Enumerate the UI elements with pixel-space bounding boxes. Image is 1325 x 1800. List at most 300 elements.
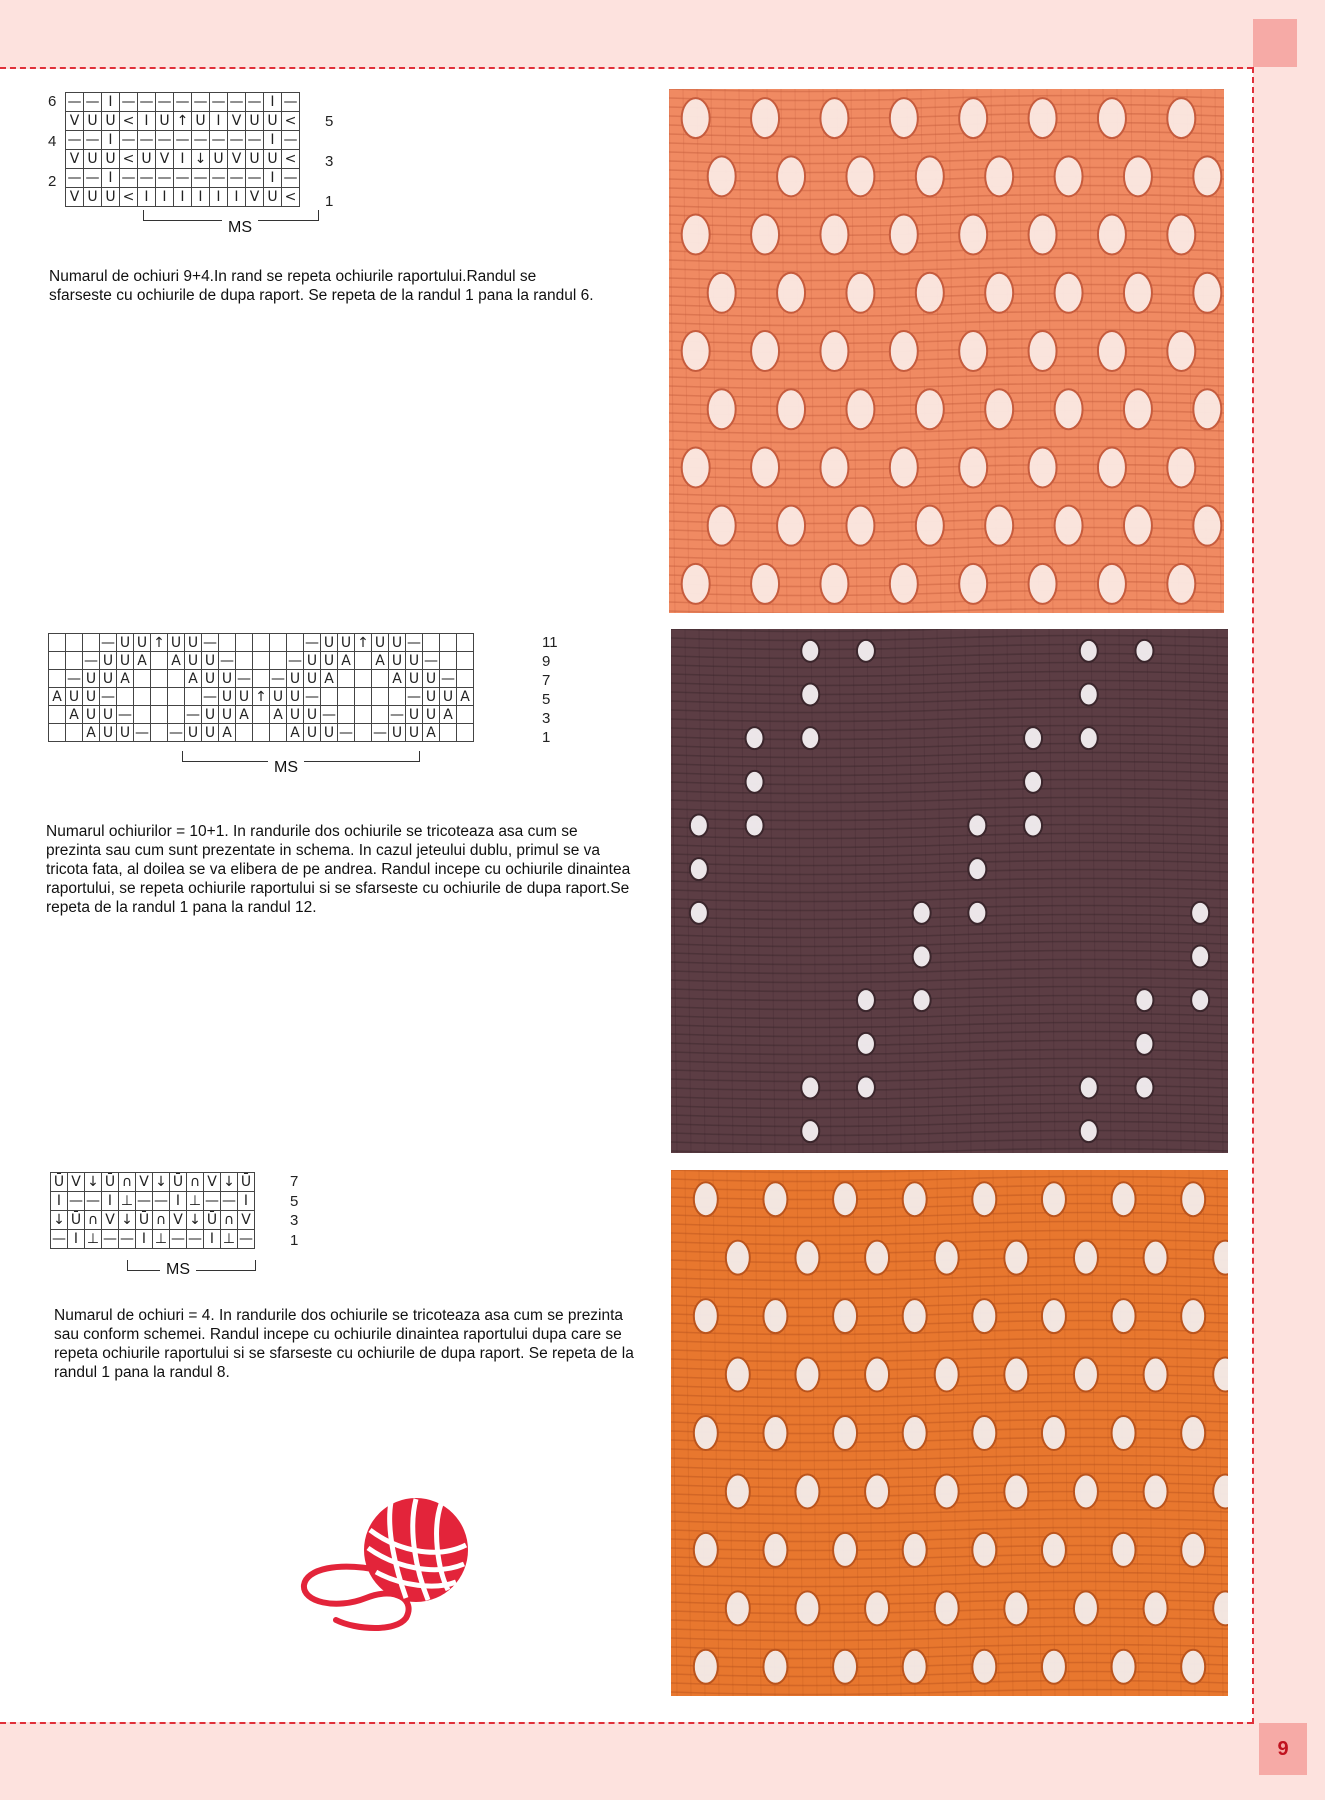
chart-cell: A bbox=[236, 706, 253, 724]
chart-cell: — bbox=[171, 1231, 185, 1247]
chart-cell: < bbox=[282, 112, 300, 131]
top-dashed-border bbox=[0, 67, 1253, 69]
chart-cell bbox=[355, 706, 372, 724]
chart-cell: A bbox=[83, 724, 100, 742]
chart-cell bbox=[440, 652, 457, 670]
chart-cell: U bbox=[202, 652, 219, 670]
chart-cell bbox=[185, 688, 202, 706]
chart-cell: ⊥ bbox=[153, 1230, 170, 1249]
chart-cell: — bbox=[103, 1231, 117, 1247]
chart-cell: — bbox=[157, 170, 172, 186]
chart-cell: ↓ bbox=[85, 1173, 102, 1192]
chart-cell: — bbox=[407, 634, 421, 651]
chart-cell bbox=[338, 670, 355, 688]
chart-cell: A bbox=[457, 688, 474, 706]
row-number: 9 bbox=[542, 653, 551, 670]
chart-cell: V bbox=[246, 188, 264, 207]
chart-cell bbox=[253, 670, 270, 688]
chart-cell: U bbox=[138, 150, 156, 169]
chart-cell: U bbox=[102, 150, 120, 169]
chart-cell: U bbox=[102, 188, 120, 207]
chart-cell: — bbox=[85, 94, 100, 110]
chart-row bbox=[49, 652, 474, 670]
chart-cell: — bbox=[229, 170, 244, 186]
chart-cell: A bbox=[134, 652, 151, 670]
chart-cell: — bbox=[211, 132, 226, 148]
chart-cell: U bbox=[83, 706, 100, 724]
row-number: 1 bbox=[325, 193, 334, 210]
chart-cell: A bbox=[219, 724, 236, 742]
row-number: 1 bbox=[290, 1231, 299, 1249]
chart-cell: U bbox=[423, 670, 440, 688]
corner-tab bbox=[1253, 19, 1297, 67]
chart-cell: A bbox=[321, 670, 338, 688]
chart-cell: — bbox=[169, 724, 183, 741]
row-number: 3 bbox=[542, 710, 551, 727]
chart-cell: U bbox=[372, 634, 389, 652]
chart-cell: U bbox=[406, 652, 423, 670]
chart-cell: — bbox=[222, 1193, 236, 1209]
chart-cell: — bbox=[137, 1193, 151, 1209]
chart-cell: U bbox=[202, 706, 219, 724]
chart-cell: ∩ bbox=[85, 1211, 102, 1230]
chart-cell: — bbox=[175, 132, 190, 148]
chart-cell: — bbox=[205, 1193, 219, 1209]
chart-cell: — bbox=[203, 688, 217, 705]
chart-cell bbox=[236, 724, 253, 742]
chart-cell: U bbox=[287, 706, 304, 724]
chart-cell: — bbox=[271, 670, 285, 687]
chart-cell: — bbox=[339, 724, 353, 741]
chart-cell: U bbox=[100, 670, 117, 688]
chart-cell: U bbox=[321, 652, 338, 670]
chart-cell: ⊥ bbox=[119, 1192, 136, 1211]
chart-cell: U bbox=[83, 688, 100, 706]
chart-cell: Ū bbox=[204, 1211, 221, 1230]
chart-cell: — bbox=[118, 706, 132, 723]
chart-cell: U bbox=[304, 706, 321, 724]
pattern-3-description: Numarul de ochiuri = 4. In randurile dos ochiurile se tricoteaza asa cum se prezinta sau conform schemei. Randul incepe cu ochiurile dinaintea raportului dupa care se repeta ochiurile raportului si se sfarseste cu ochiurile de dupa raport. Se repeta de la randul 1 pana la randul 8. bbox=[54, 1307, 634, 1381]
chart-cell: U bbox=[423, 688, 440, 706]
chart-cell: U bbox=[100, 706, 117, 724]
chart-cell: V bbox=[66, 150, 84, 169]
chart-cell: — bbox=[283, 170, 298, 186]
chart-cell bbox=[457, 634, 474, 652]
chart-row bbox=[66, 131, 300, 150]
chart-cell bbox=[355, 724, 372, 742]
chart-cell bbox=[151, 670, 168, 688]
chart-cell: I bbox=[156, 188, 174, 207]
chart-cell bbox=[321, 688, 338, 706]
chart-cell: — bbox=[154, 1193, 168, 1209]
chart-cell: — bbox=[441, 670, 455, 687]
chart-cell: I bbox=[138, 112, 156, 131]
chart-cell: < bbox=[282, 188, 300, 207]
chart-cell: U bbox=[287, 688, 304, 706]
chart-cell bbox=[253, 652, 270, 670]
chart-cell: — bbox=[175, 94, 190, 110]
chart-cell: — bbox=[157, 94, 172, 110]
chart-cell: A bbox=[372, 652, 389, 670]
chart-cell: — bbox=[203, 634, 217, 651]
chart-cell: ∩ bbox=[119, 1173, 136, 1192]
pattern-2-swatch-photo bbox=[671, 629, 1228, 1153]
chart-cell: U bbox=[66, 688, 83, 706]
chart-cell: I bbox=[170, 1192, 187, 1211]
chart-cell bbox=[49, 670, 66, 688]
chart-row bbox=[66, 169, 300, 188]
chart-row bbox=[66, 93, 300, 112]
chart-cell: V bbox=[68, 1173, 85, 1192]
chart-row bbox=[51, 1173, 255, 1192]
chart-cell: U bbox=[202, 724, 219, 742]
chart-cell: I bbox=[102, 169, 120, 188]
chart-cell: ↓ bbox=[153, 1173, 170, 1192]
page-number: 9 bbox=[1259, 1723, 1307, 1775]
chart-cell: U bbox=[219, 670, 236, 688]
chart-cell: A bbox=[117, 670, 134, 688]
chart-cell: Ū bbox=[136, 1211, 153, 1230]
chart-cell bbox=[287, 634, 304, 652]
chart-cell: U bbox=[210, 150, 228, 169]
chart-cell bbox=[355, 688, 372, 706]
chart-cell bbox=[219, 634, 236, 652]
row-number: 3 bbox=[290, 1212, 299, 1229]
chart-cell: U bbox=[102, 112, 120, 131]
chart-cell: V bbox=[228, 150, 246, 169]
row-number: 3 bbox=[325, 153, 334, 170]
chart-cell: Ū bbox=[51, 1173, 68, 1192]
chart-cell: ∩ bbox=[153, 1211, 170, 1230]
chart-cell bbox=[49, 706, 66, 724]
yarn-ball-icon bbox=[296, 1490, 486, 1645]
chart-cell bbox=[253, 634, 270, 652]
chart-cell: — bbox=[67, 170, 82, 186]
chart-cell: I bbox=[264, 131, 282, 150]
chart-cell: I bbox=[238, 1192, 255, 1211]
chart-cell: — bbox=[52, 1231, 66, 1247]
chart-cell bbox=[355, 670, 372, 688]
chart-cell bbox=[236, 652, 253, 670]
chart-cell: ∩ bbox=[187, 1173, 204, 1192]
chart-cell: — bbox=[175, 170, 190, 186]
chart-row bbox=[66, 150, 300, 169]
chart-cell bbox=[457, 670, 474, 688]
chart-cell: U bbox=[192, 112, 210, 131]
chart-cell: ⊥ bbox=[187, 1192, 204, 1211]
chart-cell: U bbox=[168, 634, 185, 652]
chart-cell: — bbox=[186, 706, 200, 723]
chart-cell bbox=[372, 688, 389, 706]
chart-cell: — bbox=[193, 170, 208, 186]
chart-cell: V bbox=[204, 1173, 221, 1192]
chart-cell: — bbox=[193, 94, 208, 110]
chart-row bbox=[66, 112, 300, 131]
chart-cell: — bbox=[139, 94, 154, 110]
chart-cell: — bbox=[69, 1193, 83, 1209]
chart-cell: U bbox=[287, 670, 304, 688]
chart-cell: — bbox=[67, 132, 82, 148]
row-number: 4 bbox=[48, 133, 57, 150]
chart-cell: V bbox=[170, 1211, 187, 1230]
chart-cell: U bbox=[423, 706, 440, 724]
chart-cell bbox=[168, 688, 185, 706]
chart-cell: — bbox=[67, 94, 82, 110]
chart-cell bbox=[440, 634, 457, 652]
chart-cell bbox=[423, 634, 440, 652]
chart-cell: — bbox=[121, 170, 136, 186]
chart-cell: — bbox=[139, 170, 154, 186]
chart-cell: U bbox=[185, 634, 202, 652]
chart-cell: I bbox=[210, 112, 228, 131]
chart-cell bbox=[83, 634, 100, 652]
chart-cell: < bbox=[120, 150, 138, 169]
chart-cell: V bbox=[102, 1211, 119, 1230]
chart-cell: A bbox=[423, 724, 440, 742]
chart-cell: U bbox=[264, 112, 282, 131]
chart-cell: — bbox=[157, 132, 172, 148]
chart-cell: U bbox=[440, 688, 457, 706]
chart-cell: < bbox=[120, 112, 138, 131]
chart-cell: A bbox=[168, 652, 185, 670]
chart-cell: ⊥ bbox=[221, 1230, 238, 1249]
chart-cell bbox=[66, 724, 83, 742]
chart-cell: — bbox=[101, 634, 115, 651]
chart-cell bbox=[66, 652, 83, 670]
chart-cell: U bbox=[236, 688, 253, 706]
chart-cell: ↑ bbox=[355, 634, 372, 652]
chart-cell: U bbox=[338, 634, 355, 652]
chart-cell: U bbox=[84, 150, 102, 169]
chart-cell bbox=[236, 634, 253, 652]
chart-cell: A bbox=[49, 688, 66, 706]
chart-cell: U bbox=[134, 634, 151, 652]
chart-cell: — bbox=[247, 132, 262, 148]
chart-row bbox=[51, 1230, 255, 1249]
chart-cell: U bbox=[406, 706, 423, 724]
chart-cell: I bbox=[102, 131, 120, 150]
chart-cell: ↑ bbox=[174, 112, 192, 131]
chart-cell: U bbox=[264, 150, 282, 169]
row-number: 11 bbox=[542, 634, 558, 651]
chart-cell: I bbox=[174, 188, 192, 207]
chart-cell: I bbox=[102, 1192, 119, 1211]
chart-cell: U bbox=[321, 634, 338, 652]
chart-cell: < bbox=[120, 188, 138, 207]
chart-cell: — bbox=[220, 652, 234, 669]
chart-row bbox=[49, 670, 474, 688]
chart-row bbox=[49, 688, 474, 706]
chart-cell bbox=[151, 724, 168, 742]
chart-cell: U bbox=[117, 634, 134, 652]
row-number: 7 bbox=[290, 1173, 299, 1190]
chart-cell bbox=[389, 688, 406, 706]
chart-cell: V bbox=[156, 150, 174, 169]
chart-cell: A bbox=[440, 706, 457, 724]
chart-cell: I bbox=[174, 150, 192, 169]
chart-cell: U bbox=[156, 112, 174, 131]
chart-cell: — bbox=[373, 724, 387, 741]
chart-cell: — bbox=[229, 94, 244, 110]
chart-cell: — bbox=[120, 1231, 134, 1247]
pattern-1-swatch-photo bbox=[669, 89, 1224, 613]
chart-cell: I bbox=[138, 188, 156, 207]
chart-cell: U bbox=[185, 724, 202, 742]
chart-cell: V bbox=[238, 1211, 255, 1230]
chart-cell: — bbox=[135, 724, 149, 741]
chart-cell bbox=[151, 706, 168, 724]
chart-cell: — bbox=[424, 652, 438, 669]
chart-cell: — bbox=[86, 1193, 100, 1209]
chart-cell: — bbox=[237, 670, 251, 687]
chart-cell: ⊥ bbox=[85, 1230, 102, 1249]
chart-cell: Ū bbox=[238, 1173, 255, 1192]
chart-cell: U bbox=[117, 724, 134, 742]
chart-row bbox=[51, 1192, 255, 1211]
chart-cell: A bbox=[270, 706, 287, 724]
chart-cell bbox=[457, 706, 474, 724]
chart-cell: ↑ bbox=[151, 634, 168, 652]
chart-cell: — bbox=[247, 94, 262, 110]
chart-cell: — bbox=[283, 132, 298, 148]
chart-cell: U bbox=[100, 724, 117, 742]
chart-cell: A bbox=[66, 706, 83, 724]
chart-cell: V bbox=[136, 1173, 153, 1192]
chart-cell: U bbox=[389, 634, 406, 652]
chart-cell: I bbox=[68, 1230, 85, 1249]
chart-cell: U bbox=[117, 652, 134, 670]
chart-cell: U bbox=[246, 150, 264, 169]
chart-cell: I bbox=[210, 188, 228, 207]
chart-cell bbox=[66, 634, 83, 652]
chart-cell bbox=[134, 688, 151, 706]
chart-cell: U bbox=[219, 706, 236, 724]
chart-cell: — bbox=[85, 170, 100, 186]
ms-label: MS bbox=[160, 1262, 196, 1278]
chart-cell: U bbox=[84, 112, 102, 131]
chart-cell: U bbox=[246, 112, 264, 131]
chart-cell: — bbox=[288, 652, 302, 669]
chart-cell bbox=[253, 706, 270, 724]
chart-cell: U bbox=[100, 652, 117, 670]
chart-cell bbox=[440, 724, 457, 742]
chart-cell bbox=[355, 652, 372, 670]
chart-cell: — bbox=[322, 706, 336, 723]
chart-cell: U bbox=[406, 670, 423, 688]
chart-cell: V bbox=[66, 188, 84, 207]
chart-cell: I bbox=[204, 1230, 221, 1249]
chart-cell: ↓ bbox=[221, 1173, 238, 1192]
chart-cell: — bbox=[229, 132, 244, 148]
chart-cell: I bbox=[192, 188, 210, 207]
chart-cell bbox=[372, 706, 389, 724]
pattern-1-chart bbox=[65, 92, 300, 236]
row-number: 5 bbox=[325, 113, 334, 130]
chart-cell bbox=[457, 652, 474, 670]
chart-cell: U bbox=[264, 188, 282, 207]
chart-cell bbox=[49, 652, 66, 670]
stitch-chart-grid bbox=[65, 92, 300, 207]
chart-cell bbox=[151, 652, 168, 670]
chart-cell bbox=[338, 706, 355, 724]
chart-cell bbox=[338, 688, 355, 706]
stitch-chart-grid bbox=[50, 1172, 255, 1249]
chart-cell: U bbox=[185, 652, 202, 670]
chart-cell: — bbox=[139, 132, 154, 148]
chart-row bbox=[51, 1211, 255, 1230]
chart-cell: U bbox=[304, 670, 321, 688]
chart-cell: V bbox=[66, 112, 84, 131]
chart-cell: — bbox=[188, 1231, 202, 1247]
chart-cell bbox=[134, 706, 151, 724]
row-number: 1 bbox=[542, 729, 551, 746]
chart-cell bbox=[270, 724, 287, 742]
chart-cell: U bbox=[304, 724, 321, 742]
chart-row bbox=[49, 724, 474, 742]
ms-label: MS bbox=[268, 760, 304, 776]
chart-cell: I bbox=[264, 93, 282, 112]
chart-cell: U bbox=[219, 688, 236, 706]
chart-cell bbox=[270, 634, 287, 652]
chart-cell: U bbox=[84, 188, 102, 207]
chart-cell: U bbox=[389, 652, 406, 670]
chart-row bbox=[49, 634, 474, 652]
chart-cell: A bbox=[338, 652, 355, 670]
row-number: 7 bbox=[542, 672, 551, 689]
right-dashed-border bbox=[1252, 67, 1254, 1724]
chart-cell: I bbox=[136, 1230, 153, 1249]
chart-cell: I bbox=[51, 1192, 68, 1211]
chart-cell bbox=[372, 670, 389, 688]
chart-cell: — bbox=[283, 94, 298, 110]
chart-cell: U bbox=[270, 688, 287, 706]
chart-cell bbox=[117, 688, 134, 706]
row-number: 5 bbox=[290, 1192, 299, 1210]
chart-cell: — bbox=[305, 634, 319, 651]
chart-cell bbox=[49, 634, 66, 652]
chart-cell: < bbox=[282, 150, 300, 169]
chart-cell: A bbox=[185, 670, 202, 688]
chart-cell bbox=[49, 724, 66, 742]
chart-cell: A bbox=[389, 670, 406, 688]
chart-cell: ↓ bbox=[119, 1211, 136, 1230]
chart-cell: U bbox=[202, 670, 219, 688]
chart-cell: U bbox=[304, 652, 321, 670]
chart-cell: — bbox=[84, 652, 98, 669]
chart-cell bbox=[253, 724, 270, 742]
chart-cell: — bbox=[305, 688, 319, 705]
chart-cell bbox=[134, 670, 151, 688]
chart-cell: — bbox=[211, 94, 226, 110]
pattern-3-chart bbox=[50, 1172, 255, 1278]
chart-cell: ↓ bbox=[192, 150, 210, 169]
ms-label: MS bbox=[222, 220, 258, 236]
chart-cell: — bbox=[247, 170, 262, 186]
chart-cell: A bbox=[287, 724, 304, 742]
chart-cell: — bbox=[121, 132, 136, 148]
chart-cell: Ū bbox=[68, 1211, 85, 1230]
chart-cell bbox=[168, 706, 185, 724]
chart-cell: — bbox=[85, 132, 100, 148]
chart-cell: I bbox=[264, 169, 282, 188]
chart-cell: U bbox=[83, 670, 100, 688]
row-number: 6 bbox=[48, 93, 57, 110]
chart-cell: ↓ bbox=[51, 1211, 68, 1230]
bottom-dashed-border bbox=[0, 1722, 1253, 1724]
row-number: 5 bbox=[542, 691, 551, 708]
stitch-chart-grid bbox=[48, 633, 474, 742]
chart-cell: V bbox=[228, 112, 246, 131]
